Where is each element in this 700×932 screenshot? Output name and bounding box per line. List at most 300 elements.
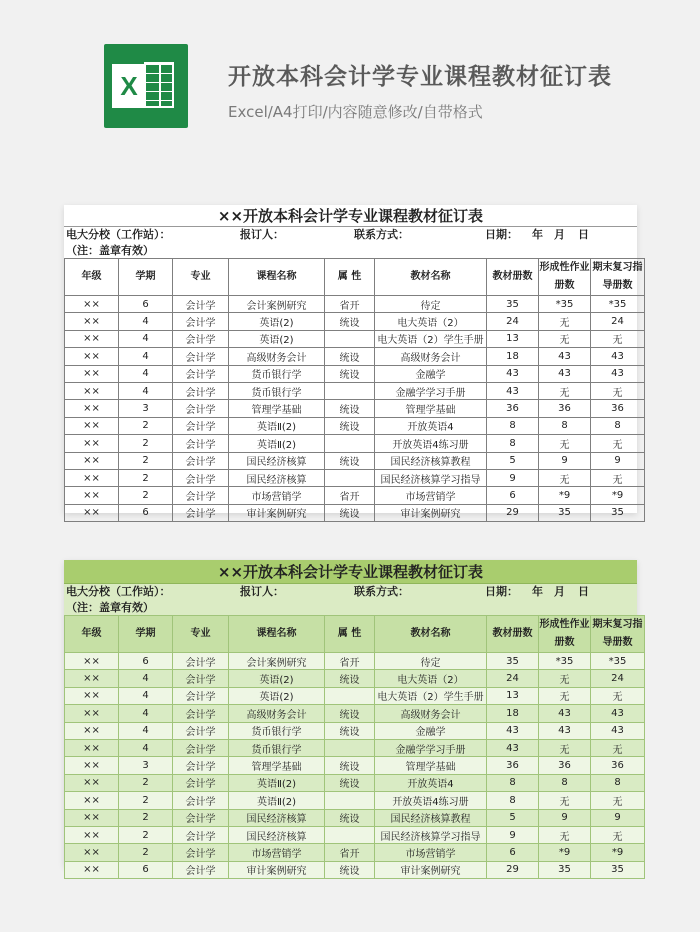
table-cell: 货币银行学 <box>229 382 325 399</box>
plain-table-preview <box>64 205 643 521</box>
table-cell: 英语Ⅱ(2) <box>229 435 325 452</box>
table-cell: 会计学 <box>173 739 229 756</box>
table-cell: 6 <box>119 296 173 313</box>
table-cell: 2 <box>119 844 173 861</box>
table-cell: 24 <box>591 313 645 330</box>
table-cell: 4 <box>119 330 173 347</box>
table-cell: 36 <box>539 757 591 774</box>
table-cell: 24 <box>591 670 645 687</box>
table-cell: 管理学基础 <box>229 757 325 774</box>
table-cell: 英语(2) <box>229 670 325 687</box>
column-header: 学期 <box>119 259 173 296</box>
table-row <box>65 722 645 739</box>
table-cell: 43 <box>591 722 645 739</box>
table-cell: 2 <box>119 487 173 504</box>
table-row <box>65 705 645 722</box>
table-cell: 管理学基础 <box>229 400 325 417</box>
table-row <box>65 687 645 704</box>
table-row <box>65 809 645 826</box>
table-cell: 审计案例研究 <box>229 861 325 878</box>
table-cell <box>325 469 375 486</box>
table-cell <box>325 435 375 452</box>
table-cell: 会计学 <box>173 826 229 843</box>
info-row <box>64 584 637 600</box>
table-cell: 统设 <box>325 809 375 826</box>
table-cell: 统设 <box>325 670 375 687</box>
date-label: 日期： <box>485 228 518 241</box>
table-cell: 无 <box>539 330 591 347</box>
table-cell: 35 <box>487 653 539 670</box>
table-cell: 43 <box>591 705 645 722</box>
table-cell: ×× <box>65 365 119 382</box>
table-cell: 43 <box>539 722 591 739</box>
table-cell: ×× <box>65 861 119 878</box>
table-cell: 无 <box>591 469 645 486</box>
sheet-title: ××开放本科会计学专业课程教材征订表 <box>64 205 637 227</box>
column-header: 形成性作业册数 <box>539 616 591 653</box>
table-row <box>65 861 645 878</box>
table-cell: 统设 <box>325 452 375 469</box>
table-cell: 无 <box>539 382 591 399</box>
table-cell: 金融学 <box>375 365 487 382</box>
table-cell: 管理学基础 <box>375 757 487 774</box>
page-subtitle: Excel/A4打印/内容随意修改/自带格式 <box>228 103 483 121</box>
table-cell: 会计学 <box>173 774 229 791</box>
table-cell: 2 <box>119 417 173 434</box>
column-header: 教材名称 <box>375 616 487 653</box>
table-cell: 43 <box>487 382 539 399</box>
column-header: 教材册数 <box>487 259 539 296</box>
table-cell: 会计学 <box>173 313 229 330</box>
table-cell: 4 <box>119 739 173 756</box>
table-cell: ×× <box>65 435 119 452</box>
table-cell: 43 <box>591 348 645 365</box>
table-cell: 36 <box>591 757 645 774</box>
table-row <box>65 844 645 861</box>
table-cell: ×× <box>65 469 119 486</box>
table-cell: 管理学基础 <box>375 400 487 417</box>
table-cell: 18 <box>487 705 539 722</box>
month-label: 月 <box>554 585 565 598</box>
table-cell: ×× <box>65 313 119 330</box>
table-cell: 8 <box>487 774 539 791</box>
table-cell: 9 <box>487 826 539 843</box>
column-header: 形成性作业册数 <box>539 259 591 296</box>
table-cell: 英语Ⅱ(2) <box>229 774 325 791</box>
table-row <box>65 435 645 452</box>
table-cell: ×× <box>65 504 119 521</box>
table-cell: 金融学学习手册 <box>375 382 487 399</box>
table-cell: ×× <box>65 348 119 365</box>
column-header: 课程名称 <box>229 259 325 296</box>
table-cell: 货币银行学 <box>229 365 325 382</box>
table-cell: 4 <box>119 348 173 365</box>
table-cell: *35 <box>539 653 591 670</box>
column-header: 课程名称 <box>229 616 325 653</box>
table-row <box>65 296 645 313</box>
table-cell: ×× <box>65 653 119 670</box>
table-row <box>65 757 645 774</box>
table-cell: 4 <box>119 705 173 722</box>
excel-logo <box>104 44 188 128</box>
table-cell: 43 <box>591 365 645 382</box>
table-cell: 5 <box>487 809 539 826</box>
table-cell <box>325 826 375 843</box>
table-row <box>65 469 645 486</box>
table-cell: 2 <box>119 774 173 791</box>
table-header-row <box>65 259 645 296</box>
table-row <box>65 504 645 521</box>
table-row <box>65 653 645 670</box>
table-cell: 会计学 <box>173 792 229 809</box>
day-label: 日 <box>578 585 589 598</box>
table-cell: 市场营销学 <box>229 844 325 861</box>
table-cell: 36 <box>591 400 645 417</box>
column-header: 教材名称 <box>375 259 487 296</box>
table-cell: ×× <box>65 809 119 826</box>
table-cell: *9 <box>591 487 645 504</box>
table-cell <box>325 687 375 704</box>
year-label: 年 <box>532 228 543 241</box>
table-cell: 4 <box>119 382 173 399</box>
table-cell: 统设 <box>325 417 375 434</box>
table-cell: 审计案例研究 <box>229 504 325 521</box>
table-cell: 4 <box>119 313 173 330</box>
table-cell: 无 <box>591 382 645 399</box>
table-row <box>65 330 645 347</box>
table-cell: 英语Ⅱ(2) <box>229 792 325 809</box>
table-cell: 无 <box>591 826 645 843</box>
table-cell: 35 <box>591 504 645 521</box>
table-cell: 29 <box>487 504 539 521</box>
table-cell: 2 <box>119 469 173 486</box>
green-table-preview <box>64 560 643 878</box>
table-row <box>65 739 645 756</box>
column-header: 年级 <box>65 616 119 653</box>
table-cell: 会计学 <box>173 809 229 826</box>
branch-label: 电大分校（工作站）： <box>66 228 171 241</box>
table-cell: ×× <box>65 826 119 843</box>
table-cell: 会计学 <box>173 844 229 861</box>
table-cell: 国民经济核算 <box>229 809 325 826</box>
orderer-label: 报订人： <box>240 585 284 598</box>
month-label: 月 <box>554 228 565 241</box>
table-cell: 开放英语4 <box>375 774 487 791</box>
table-cell: ×× <box>65 792 119 809</box>
table-cell: 统设 <box>325 705 375 722</box>
table-cell: 无 <box>539 826 591 843</box>
table-cell: 13 <box>487 330 539 347</box>
table-cell: 无 <box>539 792 591 809</box>
table-cell: ×× <box>65 844 119 861</box>
table-cell: 29 <box>487 861 539 878</box>
date-label: 日期： <box>485 585 518 598</box>
table-cell: 国民经济核算 <box>229 469 325 486</box>
info-row <box>64 227 637 243</box>
table-cell: 2 <box>119 435 173 452</box>
column-header: 期末复习指导册数 <box>591 259 645 296</box>
table-cell: 2 <box>119 452 173 469</box>
table-row <box>65 792 645 809</box>
table-cell: 4 <box>119 670 173 687</box>
table-cell: 会计学 <box>173 435 229 452</box>
table-cell: 会计学 <box>173 653 229 670</box>
table-cell: 6 <box>119 504 173 521</box>
table-cell: ×× <box>65 382 119 399</box>
table-cell: ×× <box>65 330 119 347</box>
table-cell: 待定 <box>375 653 487 670</box>
table-cell: 无 <box>591 330 645 347</box>
table-cell: 8 <box>539 417 591 434</box>
table-cell: 金融学学习手册 <box>375 739 487 756</box>
table-cell: 会计学 <box>173 330 229 347</box>
table-cell: 43 <box>487 739 539 756</box>
table-cell: 统设 <box>325 504 375 521</box>
note: （注：盖章有效） <box>66 244 154 257</box>
table-cell: 统设 <box>325 313 375 330</box>
table-cell: 会计学 <box>173 705 229 722</box>
orderer-label: 报订人： <box>240 228 284 241</box>
table-cell <box>325 330 375 347</box>
table-row <box>65 400 645 417</box>
table-cell: 会计案例研究 <box>229 653 325 670</box>
table-cell: 省开 <box>325 844 375 861</box>
table-cell: 2 <box>119 826 173 843</box>
table-cell <box>325 792 375 809</box>
order-table <box>64 615 645 879</box>
table-cell: 会计学 <box>173 348 229 365</box>
table-cell: 无 <box>539 670 591 687</box>
table-cell: 6 <box>487 844 539 861</box>
table-cell: 英语(2) <box>229 687 325 704</box>
table-cell: 4 <box>119 722 173 739</box>
table-cell: 统设 <box>325 722 375 739</box>
table-cell: 英语(2) <box>229 330 325 347</box>
table-cell: 英语Ⅱ(2) <box>229 417 325 434</box>
note: （注：盖章有效） <box>64 600 637 615</box>
table-cell: 无 <box>539 435 591 452</box>
table-cell: 会计案例研究 <box>229 296 325 313</box>
table-row <box>65 487 645 504</box>
table-cell: 市场营销学 <box>229 487 325 504</box>
table-cell: 统设 <box>325 757 375 774</box>
table-cell: ×× <box>65 670 119 687</box>
table-cell: 6 <box>119 653 173 670</box>
table-cell: 会计学 <box>173 400 229 417</box>
table-cell: 35 <box>487 296 539 313</box>
table-cell: 统设 <box>325 348 375 365</box>
table-cell: 会计学 <box>173 757 229 774</box>
table-row <box>65 417 645 434</box>
table-cell: 统设 <box>325 365 375 382</box>
table-cell: 待定 <box>375 296 487 313</box>
table-cell: 电大英语（2）学生手册 <box>375 687 487 704</box>
table-header-row <box>65 616 645 653</box>
table-cell: 国民经济核算教程 <box>375 452 487 469</box>
table-row <box>65 826 645 843</box>
table-cell: 高级财务会计 <box>229 348 325 365</box>
table-cell: 36 <box>487 400 539 417</box>
table-cell: 无 <box>591 739 645 756</box>
table-cell: *35 <box>591 653 645 670</box>
table-cell: 货币银行学 <box>229 722 325 739</box>
table-row <box>65 313 645 330</box>
table-cell: 国民经济核算学习指导 <box>375 826 487 843</box>
table-cell: 35 <box>591 861 645 878</box>
table-cell: 高级财务会计 <box>375 348 487 365</box>
year-label: 年 <box>532 585 543 598</box>
table-cell <box>325 382 375 399</box>
table-cell: 8 <box>487 792 539 809</box>
table-cell: *35 <box>539 296 591 313</box>
table-cell: 6 <box>487 487 539 504</box>
table-cell: ×× <box>65 487 119 504</box>
table-cell: 9 <box>591 452 645 469</box>
table-row <box>65 670 645 687</box>
table-cell: 43 <box>487 365 539 382</box>
table-cell: 5 <box>487 452 539 469</box>
table-cell: 13 <box>487 687 539 704</box>
table-cell: ×× <box>65 296 119 313</box>
table-cell: 会计学 <box>173 861 229 878</box>
table-cell: 3 <box>119 400 173 417</box>
table-cell: 24 <box>487 313 539 330</box>
table-cell: 货币银行学 <box>229 739 325 756</box>
table-cell: 6 <box>119 861 173 878</box>
column-header: 属 性 <box>325 616 375 653</box>
table-cell: 会计学 <box>173 469 229 486</box>
excel-icon: X <box>112 64 146 108</box>
table-cell: ×× <box>65 739 119 756</box>
table-cell: 9 <box>487 469 539 486</box>
table-cell: 无 <box>539 313 591 330</box>
table-cell: 国民经济核算 <box>229 452 325 469</box>
table-cell: 9 <box>539 809 591 826</box>
table-cell: 4 <box>119 687 173 704</box>
table-cell: 会计学 <box>173 296 229 313</box>
table-cell: 无 <box>591 435 645 452</box>
table-row <box>65 348 645 365</box>
table-cell: 无 <box>539 469 591 486</box>
branch-label: 电大分校（工作站）： <box>66 585 171 598</box>
table-row <box>65 452 645 469</box>
table-cell: 会计学 <box>173 670 229 687</box>
table-cell: 2 <box>119 792 173 809</box>
table-row <box>65 365 645 382</box>
table-cell: 审计案例研究 <box>375 861 487 878</box>
table-cell: 国民经济核算教程 <box>375 809 487 826</box>
table-cell: 4 <box>119 365 173 382</box>
table-cell: ×× <box>65 774 119 791</box>
table-cell: 会计学 <box>173 687 229 704</box>
sheet-title: ××开放本科会计学专业课程教材征订表 <box>64 560 637 584</box>
table-row <box>65 382 645 399</box>
column-header: 学期 <box>119 616 173 653</box>
table-cell: 省开 <box>325 296 375 313</box>
table-cell: 43 <box>487 722 539 739</box>
column-header: 属 性 <box>325 259 375 296</box>
table-cell: 无 <box>591 792 645 809</box>
table-cell: 市场营销学 <box>375 844 487 861</box>
table-cell: 会计学 <box>173 365 229 382</box>
table-cell: 开放英语4练习册 <box>375 792 487 809</box>
table-cell: *9 <box>539 844 591 861</box>
table-cell: 35 <box>539 861 591 878</box>
table-cell: 43 <box>539 365 591 382</box>
table-cell: 开放英语4 <box>375 417 487 434</box>
contact-label: 联系方式： <box>354 585 409 598</box>
column-header: 期末复习指导册数 <box>591 616 645 653</box>
table-cell: 3 <box>119 757 173 774</box>
table-cell: 英语(2) <box>229 313 325 330</box>
table-cell: 8 <box>539 774 591 791</box>
table-cell: 无 <box>591 687 645 704</box>
table-cell: 9 <box>591 809 645 826</box>
order-table <box>64 258 645 522</box>
table-cell: 会计学 <box>173 382 229 399</box>
table-cell: 统设 <box>325 861 375 878</box>
table-cell: 国民经济核算 <box>229 826 325 843</box>
table-cell: 金融学 <box>375 722 487 739</box>
table-cell: 高级财务会计 <box>229 705 325 722</box>
table-cell: 无 <box>539 739 591 756</box>
table-cell: 43 <box>539 705 591 722</box>
column-header: 年级 <box>65 259 119 296</box>
table-cell: 电大英语（2） <box>375 313 487 330</box>
page-title: 开放本科会计学专业课程教材征订表 <box>228 64 612 90</box>
table-cell: 省开 <box>325 653 375 670</box>
table-cell: 电大英语（2）学生手册 <box>375 330 487 347</box>
table-cell: 统设 <box>325 774 375 791</box>
table-cell: 统设 <box>325 400 375 417</box>
table-cell: 高级财务会计 <box>375 705 487 722</box>
table-cell: 审计案例研究 <box>375 504 487 521</box>
table-cell: ×× <box>65 400 119 417</box>
table-cell: ×× <box>65 452 119 469</box>
table-cell: 2 <box>119 809 173 826</box>
table-cell: 24 <box>487 670 539 687</box>
table-cell: 国民经济核算学习指导 <box>375 469 487 486</box>
table-cell: 会计学 <box>173 452 229 469</box>
table-cell: 8 <box>591 417 645 434</box>
table-cell: 会计学 <box>173 417 229 434</box>
table-cell: 35 <box>539 504 591 521</box>
table-cell: *9 <box>539 487 591 504</box>
table-cell: ×× <box>65 417 119 434</box>
table-cell: 36 <box>487 757 539 774</box>
table-cell: 8 <box>487 417 539 434</box>
table-cell: 省开 <box>325 487 375 504</box>
table-cell: 8 <box>487 435 539 452</box>
day-label: 日 <box>578 228 589 241</box>
table-cell: *35 <box>591 296 645 313</box>
column-header: 专业 <box>173 616 229 653</box>
column-header: 专业 <box>173 259 229 296</box>
table-cell: 电大英语（2） <box>375 670 487 687</box>
table-cell: 开放英语4练习册 <box>375 435 487 452</box>
table-cell: ×× <box>65 757 119 774</box>
table-cell: 市场营销学 <box>375 487 487 504</box>
table-cell: *9 <box>591 844 645 861</box>
table-cell: 18 <box>487 348 539 365</box>
table-cell: ×× <box>65 687 119 704</box>
table-cell: ×× <box>65 722 119 739</box>
table-row <box>65 774 645 791</box>
table-cell: 8 <box>591 774 645 791</box>
column-header: 教材册数 <box>487 616 539 653</box>
table-cell: 43 <box>539 348 591 365</box>
table-cell <box>325 739 375 756</box>
